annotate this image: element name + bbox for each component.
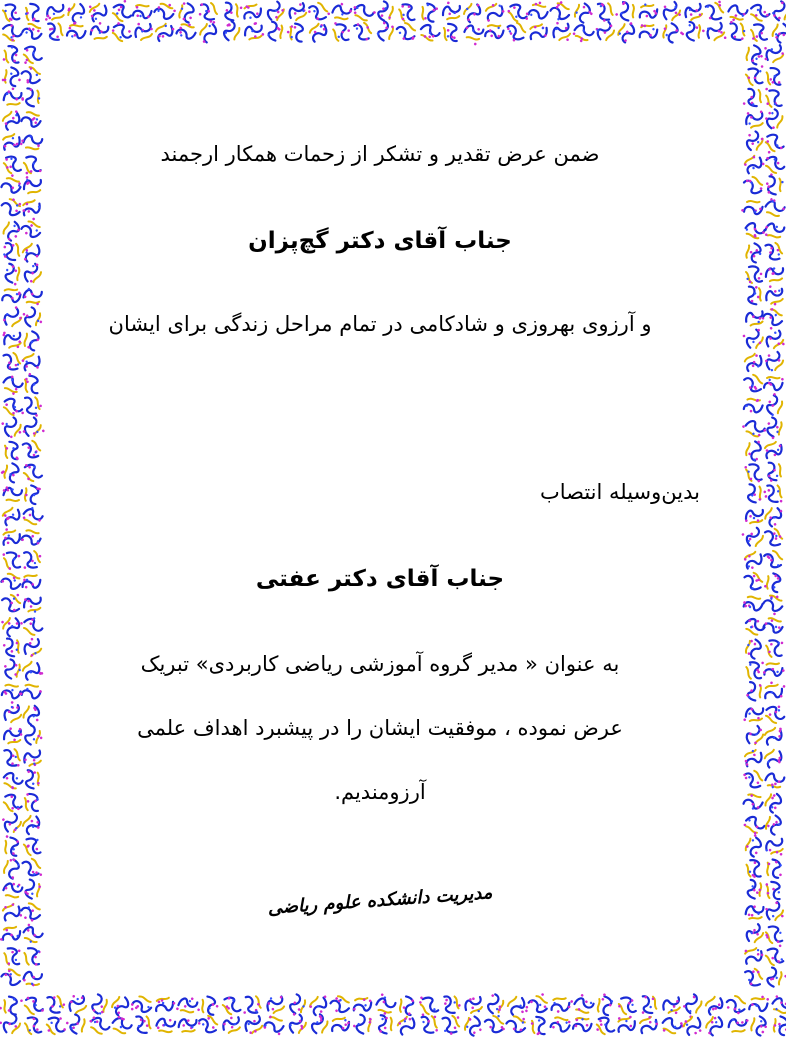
confetti-motif xyxy=(20,44,42,65)
confetti-motif xyxy=(744,464,763,483)
confetti-motif xyxy=(21,460,43,483)
confetti-motif xyxy=(22,286,45,308)
confetti-motif xyxy=(0,569,26,595)
confetti-motif xyxy=(20,526,45,550)
confetti-motif xyxy=(743,129,767,153)
confetti-motif xyxy=(0,65,24,89)
confetti-motif xyxy=(0,835,23,858)
confetti-motif xyxy=(0,173,24,197)
confetti-motif xyxy=(21,878,44,901)
confetti-motif xyxy=(765,442,782,458)
confetti-motif xyxy=(743,175,764,196)
confetti-motif xyxy=(744,373,764,394)
confetti-motif xyxy=(766,640,784,657)
confetti-motif xyxy=(744,948,763,965)
confetti-motif xyxy=(744,725,766,747)
confetti-motif xyxy=(727,1014,749,1036)
confetti-motif xyxy=(742,327,767,351)
announcement-line: بدین‌وسیله انتصاب xyxy=(539,480,700,504)
confetti-motif xyxy=(1,262,25,286)
closing-line: آرزومندیم. xyxy=(334,780,426,804)
confetti-motif xyxy=(742,437,768,463)
confetti-motif xyxy=(3,134,20,151)
confetti-motif xyxy=(0,924,21,946)
confetti-motif xyxy=(0,680,23,704)
confetti-motif xyxy=(22,857,42,879)
confetti-motif xyxy=(744,284,765,306)
confetti-motif xyxy=(21,396,43,418)
confetti-motif xyxy=(769,0,786,24)
confetti-motif xyxy=(1,241,22,261)
confetti-motif xyxy=(20,615,44,639)
confetti-motif xyxy=(744,353,763,371)
confetti-motif xyxy=(762,571,784,594)
confetti-motif xyxy=(20,108,43,131)
confetti-motif xyxy=(762,791,785,814)
confetti-motif xyxy=(3,352,20,370)
confetti-motif xyxy=(19,921,44,946)
confetti-motif xyxy=(763,858,786,881)
confetti-motif xyxy=(763,461,784,484)
confetti-motif xyxy=(762,659,786,681)
confetti-motif xyxy=(763,748,783,768)
confetti-motif xyxy=(765,528,783,547)
confetti-motif xyxy=(0,657,23,680)
confetti-motif xyxy=(761,306,785,330)
wishes-line: و آرزوی بهروزی و شادکامی در تمام مراحل زندگی برای ایشان xyxy=(108,312,652,336)
confetti-motif xyxy=(763,45,785,64)
confetti-motif xyxy=(765,837,784,855)
confetti-motif xyxy=(762,196,786,220)
confetti-motif xyxy=(741,526,765,550)
confetti-motif xyxy=(706,22,726,42)
confetti-motif xyxy=(765,330,785,349)
signature: مدیریت دانشکده علوم ریاضی xyxy=(267,882,493,919)
confetti-motif xyxy=(0,285,22,306)
confetti-motif xyxy=(21,505,45,529)
confetti-motif xyxy=(21,354,40,371)
confetti-motif xyxy=(23,2,43,22)
confetti-motif xyxy=(22,440,41,459)
confetti-motif xyxy=(763,681,785,702)
confetti-motif xyxy=(704,995,724,1015)
confetti-motif xyxy=(705,0,724,21)
confetti-motif xyxy=(745,109,764,129)
confetti-motif xyxy=(0,306,23,329)
confetti-motif xyxy=(22,594,43,613)
confetti-motif xyxy=(742,43,765,66)
confetti-motif xyxy=(23,947,41,966)
confetti-motif xyxy=(20,86,43,108)
confetti-motif xyxy=(745,65,764,85)
confetti-motif xyxy=(2,903,22,921)
confetti-motif xyxy=(20,217,44,241)
confetti-motif xyxy=(21,571,42,592)
confetti-motif xyxy=(21,482,44,506)
confetti-motif xyxy=(0,415,24,440)
confetti-motif xyxy=(762,813,785,836)
confetti-motif xyxy=(22,993,44,1016)
confetti-motif xyxy=(22,967,44,989)
confetti-motif xyxy=(25,1017,42,1034)
confetti-motif xyxy=(744,750,761,767)
confetti-motif xyxy=(21,20,44,43)
confetti-motif xyxy=(764,703,786,725)
confetti-motif xyxy=(0,1014,22,1036)
confetti-motif xyxy=(2,396,23,417)
honoree-name: جناب آقای دکتر گچ‌پزان xyxy=(248,228,512,254)
confetti-motif xyxy=(743,680,765,703)
confetti-motif xyxy=(1,812,23,835)
confetti-motif xyxy=(762,371,785,394)
confetti-motif xyxy=(762,152,785,176)
confetti-motif xyxy=(751,24,767,41)
confetti-motif xyxy=(764,484,785,503)
confetti-motif xyxy=(742,416,767,441)
confetti-motif xyxy=(764,727,783,745)
confetti-motif xyxy=(741,592,764,615)
confetti-motif xyxy=(22,263,44,285)
confetti-motif xyxy=(21,242,42,262)
confetti-motif xyxy=(18,328,43,353)
letter-body xyxy=(60,0,700,1037)
confetti-motif xyxy=(747,1014,771,1037)
confetti-motif xyxy=(765,264,785,284)
confetti-motif xyxy=(21,64,43,86)
confetti-motif xyxy=(743,878,765,900)
confetti-motif xyxy=(22,768,44,790)
confetti-motif xyxy=(0,966,22,989)
confetti-motif xyxy=(746,266,762,283)
confetti-motif xyxy=(2,86,24,109)
confetti-motif xyxy=(742,241,765,264)
opening-line: ضمن عرض تقدیر و تشکر از زحمات همکار ارجمند xyxy=(160,142,600,166)
confetti-motif xyxy=(763,350,785,372)
confetti-motif xyxy=(22,793,42,813)
appointee-name: جناب آقای دکتر عفتی xyxy=(255,566,505,592)
confetti-motif xyxy=(3,155,21,174)
confetti-motif xyxy=(763,965,786,989)
confetti-motif xyxy=(762,393,786,418)
confetti-motif xyxy=(3,705,22,723)
appointment-line: به عنوان « مدیر گروه آموزشی ریاضی کاربردی» تبریک xyxy=(140,652,620,676)
confetti-motif xyxy=(763,174,785,197)
congratulation-line: عرض نموده ، موفقیت ایشان را در پیشبرد اهداف علمی xyxy=(137,716,623,740)
confetti-motif xyxy=(702,1014,725,1036)
confetti-motif xyxy=(2,528,21,547)
confetti-motif xyxy=(764,67,783,87)
confetti-motif xyxy=(765,926,782,943)
confetti-motif xyxy=(1,373,24,396)
confetti-motif xyxy=(0,636,22,658)
confetti-motif xyxy=(2,793,22,814)
confetti-motif xyxy=(0,219,23,242)
confetti-motif xyxy=(748,1,770,23)
confetti-motif xyxy=(743,770,763,790)
confetti-motif xyxy=(762,592,786,616)
confetti-motif xyxy=(763,769,786,792)
confetti-motif xyxy=(1,878,25,902)
confetti-motif xyxy=(743,704,765,726)
confetti-motif xyxy=(745,660,764,680)
confetti-motif xyxy=(743,551,762,569)
confetti-motif xyxy=(742,834,766,858)
confetti-motif xyxy=(19,130,44,154)
confetti-motif xyxy=(744,483,767,506)
confetti-motif xyxy=(743,154,766,174)
confetti-motif xyxy=(766,285,784,306)
confetti-motif xyxy=(744,859,763,879)
confetti-motif xyxy=(0,482,24,505)
confetti-motif xyxy=(20,305,46,331)
confetti-motif xyxy=(743,615,766,638)
confetti-motif xyxy=(742,813,766,837)
confetti-motif xyxy=(19,680,44,704)
confetti-motif xyxy=(765,242,782,260)
confetti-motif xyxy=(21,814,43,835)
confetti-motif xyxy=(19,722,45,748)
confetti-motif xyxy=(20,703,43,727)
confetti-motif xyxy=(19,900,43,924)
confetti-motif xyxy=(0,614,22,637)
confetti-motif xyxy=(3,4,20,21)
confetti-motif xyxy=(19,416,45,441)
confetti-motif xyxy=(1,331,22,349)
confetti-motif xyxy=(724,993,748,1017)
confetti-motif xyxy=(742,790,765,813)
confetti-motif xyxy=(4,749,21,767)
confetti-motif xyxy=(761,218,786,243)
confetti-motif xyxy=(3,948,21,966)
confetti-motif xyxy=(0,21,22,44)
confetti-motif xyxy=(762,107,786,131)
confetti-motif xyxy=(744,571,764,591)
confetti-motif xyxy=(22,199,41,216)
confetti-motif xyxy=(0,856,24,880)
confetti-motif xyxy=(769,1014,786,1037)
confetti-motif xyxy=(23,156,41,175)
confetti-motif xyxy=(1,769,24,792)
confetti-motif xyxy=(23,637,42,658)
confetti-motif xyxy=(744,902,765,923)
confetti-motif xyxy=(1,110,22,130)
confetti-motif xyxy=(22,372,43,395)
confetti-motif xyxy=(23,838,40,856)
confetti-motif xyxy=(747,992,770,1015)
confetti-motif xyxy=(742,394,765,417)
confetti-motif xyxy=(0,993,23,1017)
confetti-motif xyxy=(763,133,784,154)
confetti-motif xyxy=(741,196,765,219)
confetti-motif xyxy=(768,992,786,1017)
confetti-motif xyxy=(727,21,747,41)
confetti-motif xyxy=(742,637,765,660)
confetti-motif xyxy=(743,87,765,110)
confetti-motif xyxy=(764,88,782,108)
confetti-motif xyxy=(2,507,21,526)
confetti-motif xyxy=(1,592,23,614)
confetti-motif xyxy=(1,195,25,218)
confetti-motif xyxy=(3,725,23,746)
confetti-motif xyxy=(2,440,23,461)
confetti-motif xyxy=(762,880,784,901)
confetti-motif xyxy=(21,659,44,680)
confetti-motif xyxy=(764,549,785,570)
confetti-motif xyxy=(745,506,765,526)
confetti-motif xyxy=(762,504,786,528)
confetti-motif xyxy=(769,21,786,44)
confetti-motif xyxy=(764,900,786,922)
confetti-motif xyxy=(2,552,20,570)
confetti-motif xyxy=(744,924,765,945)
confetti-motif xyxy=(743,219,766,242)
confetti-motif xyxy=(745,309,765,328)
confetti-motif xyxy=(24,749,42,766)
confetti-motif xyxy=(762,614,785,637)
confetti-motif xyxy=(2,45,21,64)
confetti-motif xyxy=(22,176,43,196)
confetti-motif xyxy=(725,1,749,25)
confetti-motif xyxy=(0,461,23,484)
confetti-motif xyxy=(24,551,42,569)
confetti-motif xyxy=(745,968,763,987)
confetti-motif xyxy=(764,944,785,966)
